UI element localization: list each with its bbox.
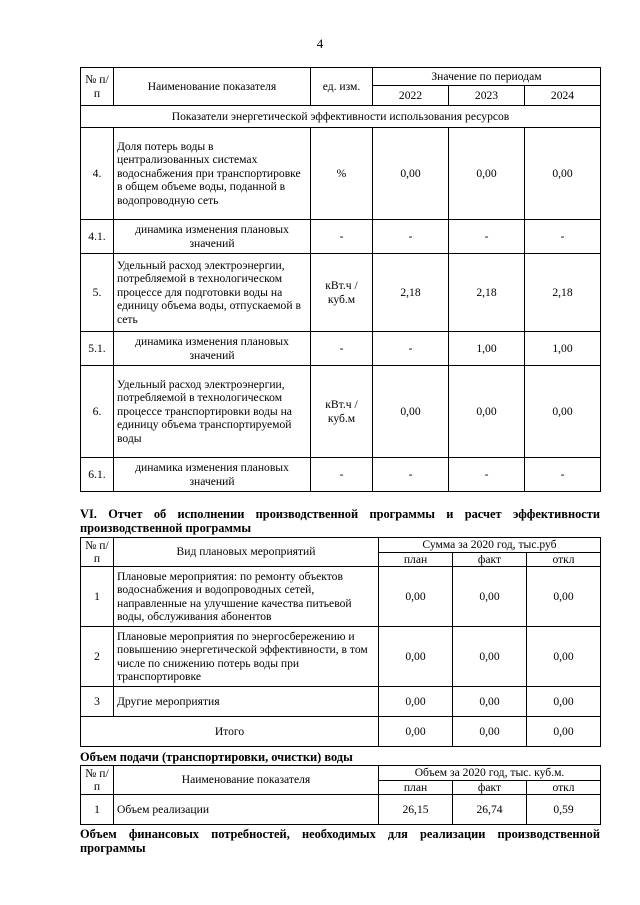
total-value: 0,00 (527, 717, 601, 747)
row-value: 0,00 (525, 128, 601, 220)
header-periods: Значение по периодам (373, 68, 601, 86)
row-value: 0,00 (525, 366, 601, 458)
table-row (81, 795, 601, 825)
header-name: Наименование показателя (114, 766, 379, 795)
header-plan: план (379, 552, 453, 567)
total-label: Итого (81, 717, 379, 747)
header-num: № п/п (81, 68, 114, 106)
row-unit: - (311, 332, 373, 366)
header-year: 2023 (449, 86, 525, 106)
row-name: Доля потерь воды в централизованных системах водоснабжения при транспортировке в общем объеме воды, поданной в водопроводную сеть (114, 128, 311, 220)
row-num: 4. (81, 128, 114, 220)
row-unit: кВт.ч / куб.м (311, 366, 373, 458)
header-year: 2024 (525, 86, 601, 106)
row-value: 0,00 (449, 366, 525, 458)
row-num: 6. (81, 366, 114, 458)
header-deviation: откл (527, 780, 601, 795)
row-num: 3 (81, 687, 114, 717)
row-num: 5. (81, 254, 114, 332)
table-row (81, 627, 601, 687)
row-unit: кВт.ч / куб.м (311, 254, 373, 332)
row-value: 0,00 (527, 687, 601, 717)
row-value: 0,00 (453, 567, 527, 627)
header-num: № п/п (81, 766, 114, 795)
row-num: 1 (81, 795, 114, 825)
header-sum: Сумма за 2020 год, тыс.руб (379, 538, 601, 553)
row-num: 5.1. (81, 332, 114, 366)
row-value: 0,00 (379, 627, 453, 687)
row-value: 0,00 (373, 366, 449, 458)
header-num: № п/п (81, 538, 114, 567)
row-value: 1,00 (449, 332, 525, 366)
row-unit: - (311, 220, 373, 254)
energy-efficiency-table (80, 67, 601, 492)
row-unit: % (311, 128, 373, 220)
row-value: 0,00 (453, 687, 527, 717)
header-fact: факт (453, 552, 527, 567)
row-value: 0,00 (373, 128, 449, 220)
row-value: - (449, 458, 525, 492)
row-num: 1 (81, 567, 114, 627)
table-row (81, 254, 601, 332)
row-value: 0,00 (379, 687, 453, 717)
header-sum: Объем за 2020 год, тыс. куб.м. (379, 766, 601, 781)
row-value: - (373, 458, 449, 492)
row-num: 6.1. (81, 458, 114, 492)
row-value: 0,59 (527, 795, 601, 825)
finance-heading: Объем финансовых потребностей, необходимых для реализации производственной программы (80, 827, 600, 855)
page-number: 4 (316, 36, 324, 51)
row-num: 4.1. (81, 220, 114, 254)
row-value: 2,18 (525, 254, 601, 332)
row-value: 0,00 (453, 627, 527, 687)
row-name: Плановые мероприятия по энергосбережению и повышению энергетической эффективности, в том числе по снижению потерь воды при транспортировке (114, 627, 379, 687)
row-name: Плановые мероприятия: по ремонту объектов водоснабжения и водопроводных сетей, направленные на улучшение качества питьевой воды, обслуживания абонентов (114, 567, 379, 627)
row-value: 1,00 (525, 332, 601, 366)
row-value: 2,18 (449, 254, 525, 332)
table-row (81, 332, 601, 366)
row-value: 2,18 (373, 254, 449, 332)
row-name: динамика изменения плановых значений (114, 332, 311, 366)
table-row (81, 220, 601, 254)
row-name: Удельный расход электроэнергии, потребляемой в технологическом процессе для подготовки воды на единицу объема воды, отпускаемой в сеть (114, 254, 311, 332)
header-year: 2022 (373, 86, 449, 106)
row-value: - (373, 220, 449, 254)
table-row (81, 567, 601, 627)
header-fact: факт (453, 780, 527, 795)
row-value: 26,74 (453, 795, 527, 825)
table-row (81, 458, 601, 492)
row-value: - (525, 220, 601, 254)
header-unit: ед. изм. (311, 68, 373, 106)
row-name: динамика изменения плановых значений (114, 458, 311, 492)
table-row (81, 366, 601, 458)
row-unit: - (311, 458, 373, 492)
header-deviation: откл (527, 552, 601, 567)
row-name: динамика изменения плановых значений (114, 220, 311, 254)
row-name: Объем реализации (114, 795, 379, 825)
section-title: Показатели энергетической эффективности использования ресурсов (81, 106, 601, 128)
row-value: - (525, 458, 601, 492)
row-num: 2 (81, 627, 114, 687)
header-plan: план (379, 780, 453, 795)
row-value: 0,00 (527, 627, 601, 687)
row-name: Другие мероприятия (114, 687, 379, 717)
section-vi-heading: VI. Отчет об исполнении производственной программы и расчет эффективности производственной программы (80, 507, 600, 535)
header-name: Вид плановых мероприятий (114, 538, 379, 567)
program-execution-table (80, 537, 601, 747)
row-value: - (449, 220, 525, 254)
row-value: 26,15 (379, 795, 453, 825)
row-value: - (373, 332, 449, 366)
row-value: 0,00 (379, 567, 453, 627)
table-row (81, 128, 601, 220)
total-row (81, 717, 601, 747)
row-value: 0,00 (527, 567, 601, 627)
row-value: 0,00 (449, 128, 525, 220)
header-name: Наименование показателя (114, 68, 311, 106)
volume-heading: Объем подачи (транспортировки, очистки) воды (80, 750, 353, 764)
total-value: 0,00 (379, 717, 453, 747)
water-volume-table (80, 765, 601, 825)
row-name: Удельный расход электроэнергии, потребляемой в технологическом процессе транспортировки воды на единицу объема транспортируемой воды (114, 366, 311, 458)
total-value: 0,00 (453, 717, 527, 747)
table-row (81, 687, 601, 717)
